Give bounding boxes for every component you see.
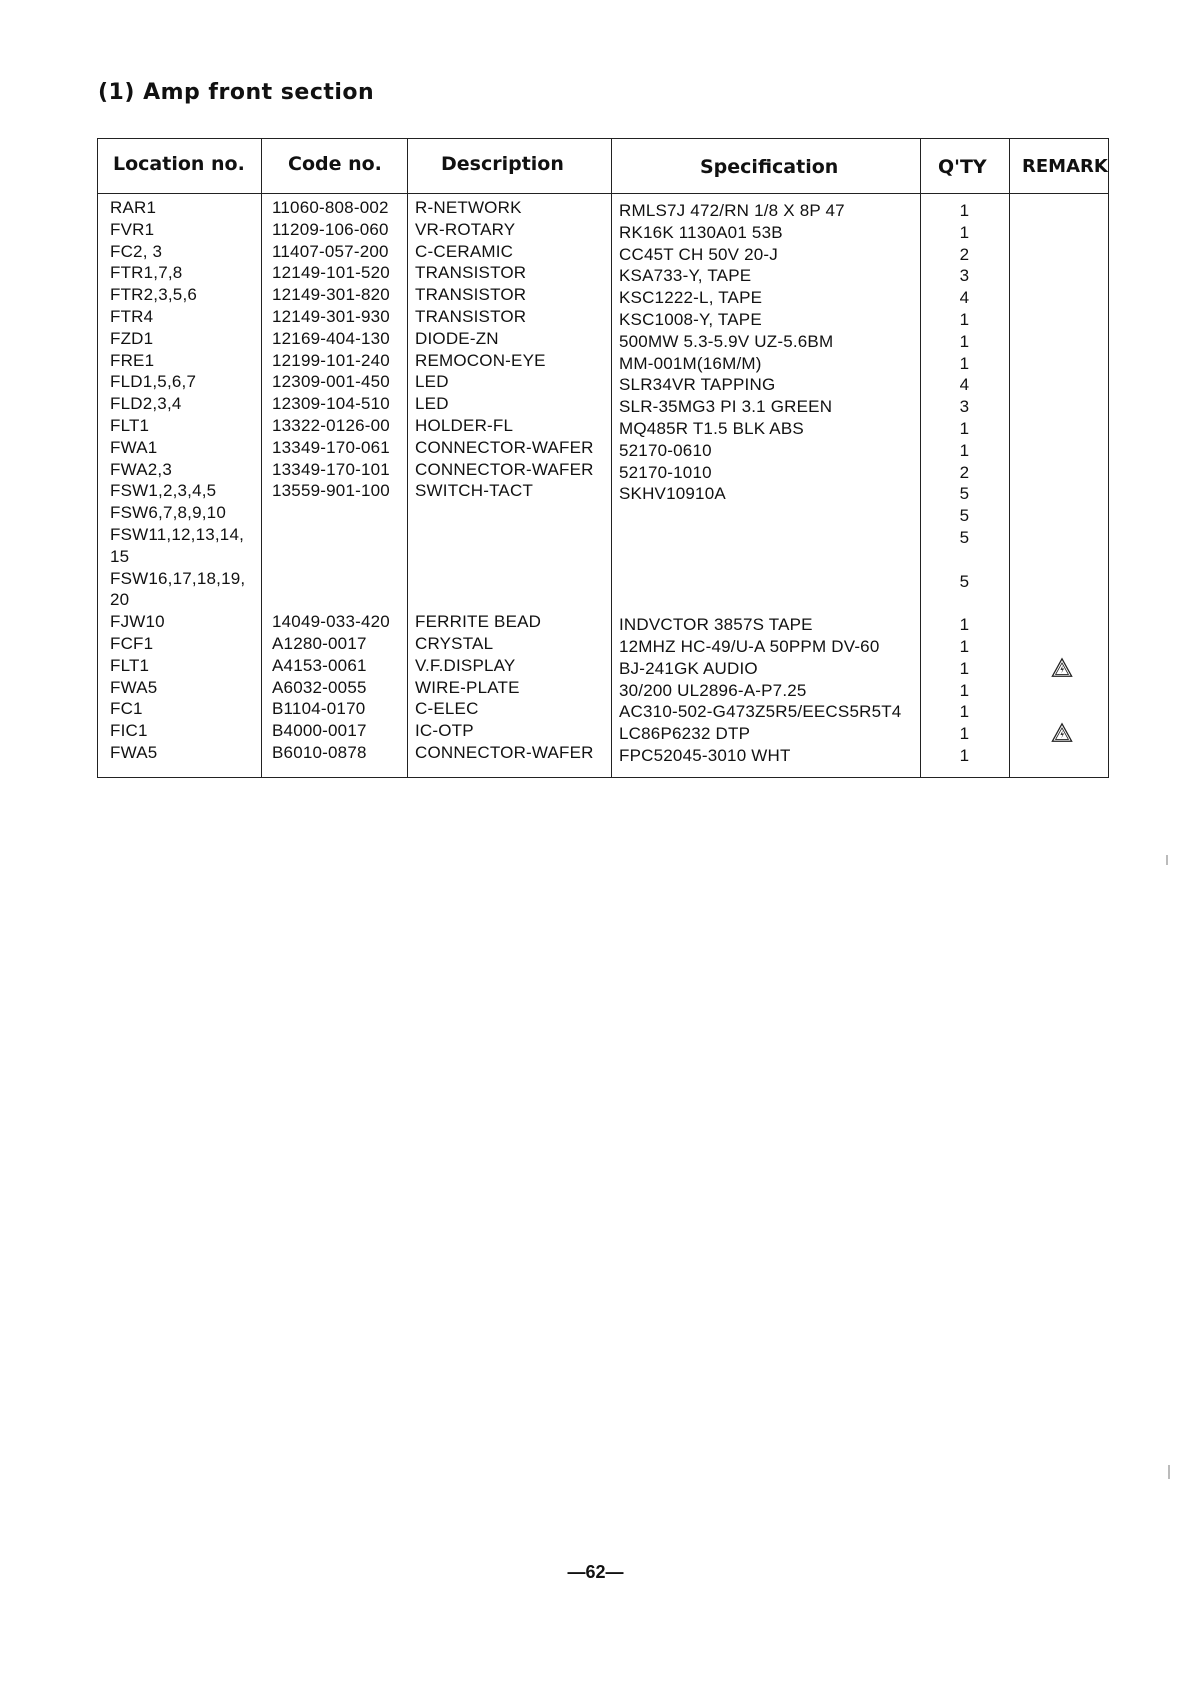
location-cell: 15 [110, 546, 130, 566]
code-cell: 12149-301-930 [272, 307, 390, 326]
description-cell: LED [415, 394, 449, 414]
header-specification: Specification [700, 156, 839, 178]
scan-mark [1166, 855, 1168, 865]
description-cell: CRYSTAL [415, 634, 494, 653]
warning-triangle-icon [1051, 657, 1073, 679]
qty-cell: 1 [959, 331, 970, 351]
qty-cell: 1 [959, 201, 970, 220]
location-cell: FLT1 [110, 655, 150, 675]
location-cell: 20 [110, 590, 130, 610]
header-description: Description [441, 153, 564, 175]
code-cell: 12309-104-510 [272, 394, 390, 414]
location-cell: FWA5 [110, 677, 158, 697]
description-cell: V.F.DISPLAY [415, 655, 516, 675]
description-cell: C-ELEC [415, 699, 479, 719]
description-cell: WIRE-PLATE [415, 677, 520, 697]
column-divider [611, 139, 612, 777]
code-cell: 12309-001-450 [272, 372, 390, 392]
specification-cell: AC310-502-G473Z5R5/EECS5R5T4 [619, 702, 902, 722]
description-cell: C-CERAMIC [415, 241, 514, 261]
code-cell: 13349-170-101 [272, 459, 390, 479]
header-qty: Q'TY [938, 156, 987, 178]
location-cell: FSW11,12,13,14, [110, 525, 245, 544]
code-cell: 11407-057-200 [272, 241, 389, 261]
location-cell: FTR1,7,8 [110, 263, 183, 283]
location-cell: FSW1,2,3,4,5 [110, 481, 217, 501]
qty-cell: 1 [959, 702, 970, 722]
location-cell: FRE1 [110, 350, 155, 370]
location-cell: FWA1 [110, 437, 158, 457]
code-cell: 12199-101-240 [272, 350, 390, 370]
section-title: (1) Amp front section [98, 80, 375, 105]
qty-cell: 1 [959, 746, 970, 765]
code-cell: A4153-0061 [272, 655, 367, 675]
description-cell: FERRITE BEAD [415, 612, 542, 632]
specification-cell: INDVCTOR 3857S TAPE [619, 615, 813, 635]
specification-cell: SLR-35MG3 PI 3.1 GREEN [619, 397, 833, 417]
location-cell: FSW6,7,8,9,10 [110, 503, 226, 523]
description-cell: VR-ROTARY [415, 219, 516, 239]
description-cell: CONNECTOR-WAFER [415, 743, 594, 762]
location-cell: FZD1 [110, 328, 154, 348]
qty-cell: 1 [959, 637, 970, 656]
location-cell: FVR1 [110, 219, 155, 239]
specification-cell: KSC1008-Y, TAPE [619, 310, 762, 329]
code-cell: 12149-301-820 [272, 285, 390, 305]
code-cell: 12149-101-520 [272, 263, 390, 283]
qty-cell: 1 [959, 353, 970, 373]
location-cell: FTR2,3,5,6 [110, 285, 198, 305]
specification-cell: KSA733-Y, TAPE [619, 266, 752, 286]
description-cell: IC-OTP [415, 721, 474, 741]
parts-table [97, 138, 1109, 778]
qty-cell: 2 [959, 462, 970, 482]
description-cell: SWITCH-TACT [415, 481, 534, 501]
qty-cell: 2 [959, 244, 970, 264]
specification-cell: SKHV10910A [619, 484, 726, 504]
code-cell: 13349-170-061 [272, 437, 390, 457]
qty-cell: 1 [959, 440, 970, 460]
description-cell: TRANSISTOR [415, 285, 527, 305]
location-cell: FC1 [110, 699, 143, 719]
location-cell: FCF1 [110, 634, 154, 653]
qty-cell: 4 [959, 288, 970, 308]
code-cell: 12169-404-130 [272, 328, 390, 348]
location-cell: FSW16,17,18,19, [110, 568, 246, 588]
location-cell: FJW10 [110, 612, 165, 632]
description-cell: LED [415, 372, 449, 392]
header-code: Code no. [288, 153, 382, 175]
header-remark: REMARK [1022, 156, 1108, 177]
page-number: —62— [567, 1562, 624, 1582]
code-cell: 14049-033-420 [272, 612, 390, 632]
description-cell: CONNECTOR-WAFER [415, 437, 594, 457]
code-cell: A6032-0055 [272, 677, 367, 697]
qty-cell: 3 [959, 266, 970, 286]
specification-cell: CC45T CH 50V 20-J [619, 244, 778, 264]
location-cell: FC2, 3 [110, 241, 163, 261]
header-location: Location no. [113, 153, 245, 175]
specification-cell: FPC52045-3010 WHT [619, 746, 791, 765]
description-cell: TRANSISTOR [415, 263, 527, 283]
qty-cell: 5 [959, 571, 970, 591]
specification-cell: 52170-0610 [619, 440, 712, 460]
location-cell: FLD1,5,6,7 [110, 372, 197, 392]
location-cell: FLD2,3,4 [110, 394, 182, 414]
specification-cell: 500MW 5.3-5.9V UZ-5.6BM [619, 331, 834, 351]
specification-cell: 52170-1010 [619, 462, 712, 482]
qty-cell: 1 [959, 724, 970, 744]
specification-cell: BJ-241GK AUDIO [619, 658, 758, 678]
code-cell: B1104-0170 [272, 699, 366, 719]
code-cell: 11209-106-060 [272, 219, 389, 239]
qty-cell: 1 [959, 615, 970, 635]
specification-cell: 30/200 UL2896-A-P7.25 [619, 680, 807, 700]
description-cell: HOLDER-FL [415, 416, 514, 435]
specification-cell: MQ485R T1.5 BLK ABS [619, 419, 804, 438]
qty-cell: 4 [959, 375, 970, 395]
column-divider [1009, 139, 1010, 777]
location-cell: FTR4 [110, 307, 154, 326]
code-cell: 13322-0126-00 [272, 416, 390, 435]
specification-cell: 12MHZ HC-49/U-A 50PPM DV-60 [619, 637, 880, 656]
qty-cell: 5 [959, 506, 970, 526]
location-cell: FLT1 [110, 416, 150, 435]
code-cell: B6010-0878 [272, 743, 367, 762]
location-cell: FWA5 [110, 743, 158, 762]
specification-cell: RK16K 1130A01 53B [619, 222, 783, 242]
specification-cell: MM-001M(16M/M) [619, 353, 762, 373]
qty-cell: 1 [959, 658, 970, 678]
specification-cell: SLR34VR TAPPING [619, 375, 776, 395]
warning-triangle-icon [1051, 722, 1073, 744]
code-cell: 13559-901-100 [272, 481, 390, 501]
code-cell: 11060-808-002 [272, 198, 389, 217]
specification-cell: RMLS7J 472/RN 1/8 X 8P 47 [619, 201, 845, 220]
qty-cell: 1 [959, 419, 970, 438]
column-divider [261, 139, 262, 777]
location-cell: FWA2,3 [110, 459, 172, 479]
qty-cell: 1 [959, 680, 970, 700]
qty-cell: 1 [959, 222, 970, 242]
description-cell: REMOCON-EYE [415, 350, 546, 370]
header-rule [98, 193, 1108, 194]
location-cell: FIC1 [110, 721, 148, 741]
description-cell: DIODE-ZN [415, 328, 499, 348]
location-cell: RAR1 [110, 198, 157, 217]
code-cell: B4000-0017 [272, 721, 367, 741]
description-cell: TRANSISTOR [415, 307, 527, 326]
description-cell: R-NETWORK [415, 198, 522, 217]
specification-cell: KSC1222-L, TAPE [619, 288, 763, 308]
code-cell: A1280-0017 [272, 634, 367, 653]
qty-cell: 1 [959, 310, 970, 329]
column-divider [407, 139, 408, 777]
specification-cell: LC86P6232 DTP [619, 724, 751, 744]
qty-cell: 3 [959, 397, 970, 417]
qty-cell: 5 [959, 528, 970, 547]
description-cell: CONNECTOR-WAFER [415, 459, 594, 479]
scan-mark [1168, 1465, 1170, 1479]
qty-cell: 5 [959, 484, 970, 504]
